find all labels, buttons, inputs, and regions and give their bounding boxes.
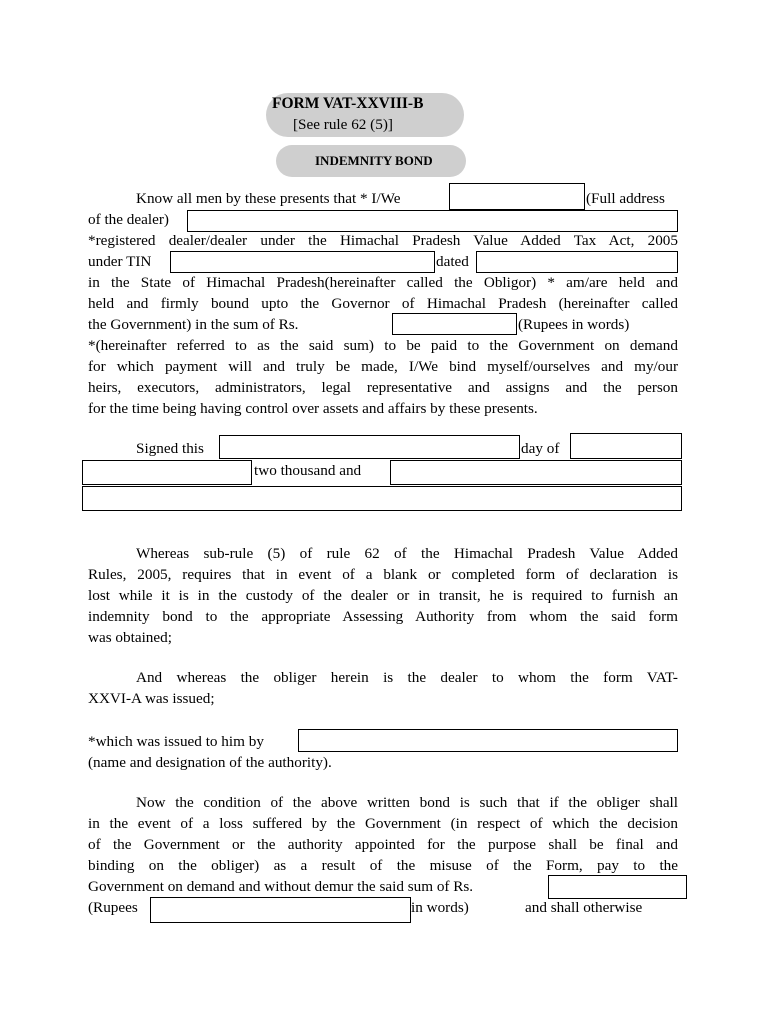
para2-line4: indemnity bond to the appropriate Assessing Authority from whom the said form [88, 608, 678, 625]
signature-field[interactable] [82, 486, 682, 511]
date-field[interactable] [476, 251, 678, 273]
para1-line1-text: Know all men by these presents that * I/We [136, 190, 401, 207]
issued-by-label: *which was issued to him by [88, 733, 264, 750]
para1-line9: for which payment will and truly be made, I/We bind myself/ourselves and my/our [88, 358, 678, 375]
signed-day-field[interactable] [219, 435, 520, 459]
para3-line2: XXVI-A was issued; [88, 690, 215, 707]
bond-title: INDEMNITY BOND [315, 153, 433, 168]
para5-line1: Now the condition of the above written bond is such that if the obliger shall [136, 794, 678, 811]
demur-sum-field[interactable] [548, 875, 687, 899]
para5-line5: Government on demand and without demur the said sum of Rs. [88, 878, 474, 895]
in-words-label: in words) [411, 899, 469, 916]
tin-field[interactable] [170, 251, 435, 273]
dated-label: dated [436, 253, 469, 270]
para5-line2: in the event of a loss suffered by the Government (in respect of which the decision [88, 815, 678, 832]
two-thousand-label: two thousand and [254, 462, 362, 479]
shall-otherwise-label: and shall otherwise [525, 899, 643, 916]
para1-line6: held and firmly bound upto the Governor of Himachal Pradesh (hereinafter called [88, 295, 678, 312]
para5-line3: of the Government or the authority appointed for the purpose shall be final and [88, 836, 678, 853]
para1-line3: *registered dealer/dealer under the Himachal Pradesh Value Added Tax Act, 2005 [88, 232, 678, 249]
para2-line5: was obtained; [88, 629, 172, 646]
rupees-words-label: (Rupees in words) [518, 316, 630, 333]
signed-extra-field[interactable] [82, 460, 252, 485]
year-field[interactable] [390, 460, 682, 485]
para2-line2: Rules, 2005, requires that in event of a blank or completed form of declaration is [88, 566, 678, 583]
dealer-address-field[interactable] [187, 210, 678, 232]
rupees-label: (Rupees [88, 899, 138, 916]
day-of-label: day of [521, 440, 560, 457]
tin-label: under TIN [88, 253, 152, 270]
rule-reference: [See rule 62 (5)] [293, 116, 393, 133]
authority-note: (name and designation of the authority). [88, 754, 332, 771]
form-title: FORM VAT-XXVIII-B [272, 95, 424, 112]
para1-line8: *(hereinafter referred to as the said sum) to be paid to the Government on demand [88, 337, 678, 354]
dealer-name-field[interactable] [449, 183, 585, 210]
rupees-words-field[interactable] [150, 897, 411, 923]
para1-line10: heirs, executors, administrators, legal representative and assigns and the person [88, 379, 678, 396]
para5-line4: binding on the obliger) as a result of the misuse of the Form, pay to the [88, 857, 678, 874]
issuing-authority-field[interactable] [298, 729, 678, 752]
para2-line3: lost while it is in the custody of the dealer or in transit, he is required to furnish an [88, 587, 678, 604]
signed-label: Signed this [136, 440, 204, 457]
full-address-label: (Full address [586, 190, 665, 207]
dealer-label: of the dealer) [88, 211, 169, 228]
para1-line5: in the State of Himachal Pradesh(hereinafter called the Obligor) * am/are held and [88, 274, 678, 291]
signed-month-field[interactable] [570, 433, 682, 459]
para2-line1: Whereas sub-rule (5) of rule 62 of the Himachal Pradesh Value Added [136, 545, 678, 562]
para1-line11: for the time being having control over assets and affairs by these presents. [88, 400, 538, 417]
sum-field[interactable] [392, 313, 517, 335]
sum-label: the Government) in the sum of Rs. [88, 316, 299, 333]
para3-line1: And whereas the obliger herein is the dealer to whom the form VAT- [136, 669, 678, 686]
